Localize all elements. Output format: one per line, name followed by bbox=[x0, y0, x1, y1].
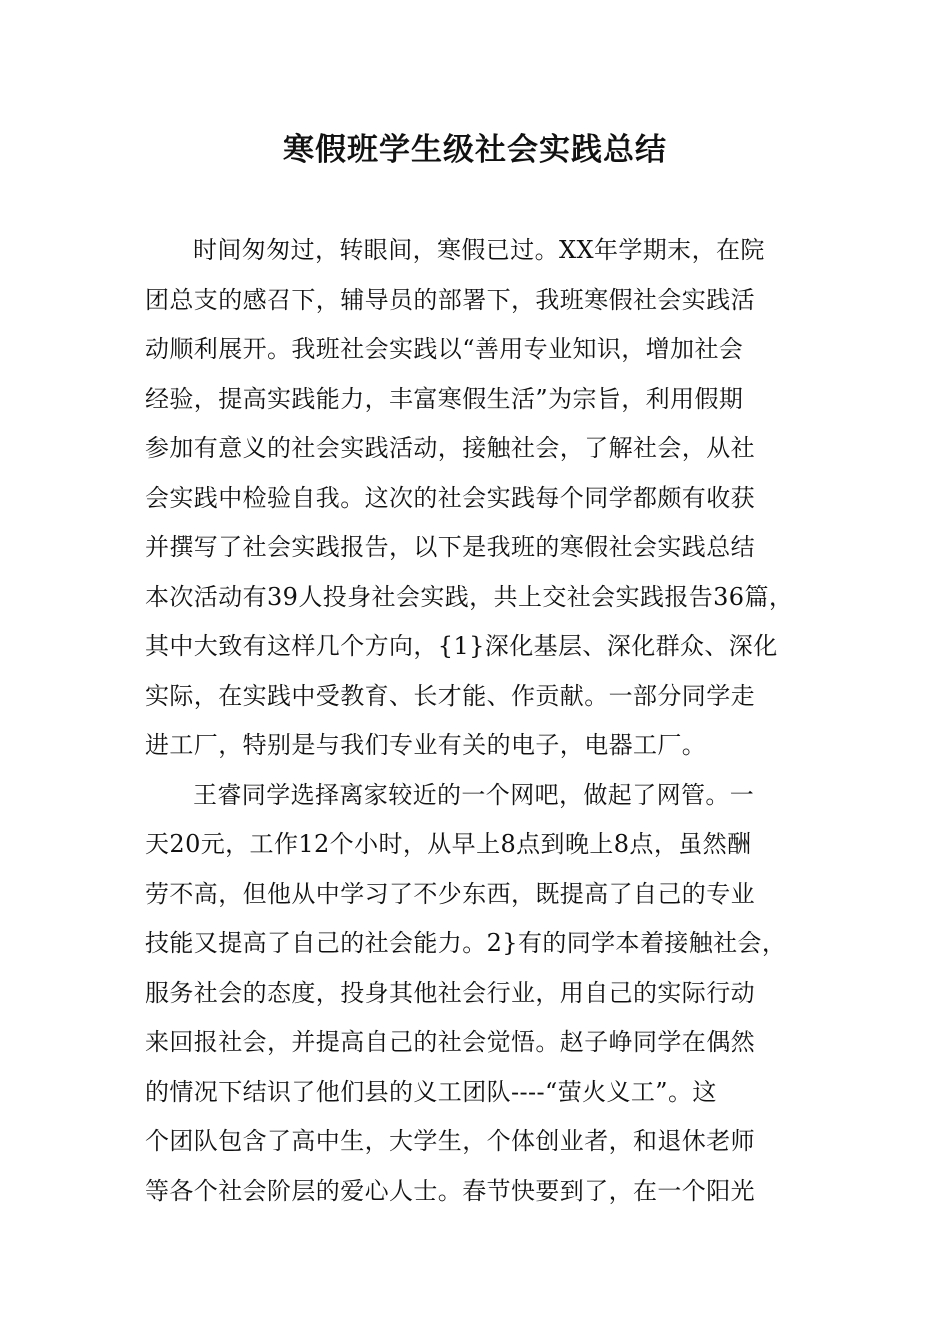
text-line: 本次活动有39人投身社会实践，共上交社会实践报告36篇， bbox=[145, 582, 794, 611]
text-line: 并撰写了社会实践报告，以下是我班的寒假社会实践总结 bbox=[145, 533, 755, 561]
text-line: 会实践中检验自我。这次的社会实践每个同学都颇有收获 bbox=[145, 483, 755, 512]
text-line: 等各个社会阶层的爱心人士。春节快要到了，在一个阳光 bbox=[145, 1176, 755, 1205]
text-line: 劳不高，但他从中学习了不少东西，既提高了自己的专业 bbox=[145, 879, 755, 908]
paragraph-2 bbox=[145, 771, 825, 1217]
text-line: 动顺利展开。我班社会实践以“善用专业知识，增加社会 bbox=[145, 335, 744, 363]
text-line: 技能又提高了自己的社会能力。2}有的同学本着接触社会， bbox=[145, 929, 787, 957]
document-body bbox=[145, 226, 825, 1216]
text-line: 服务社会的态度，投身其他社会行业，用自己的实际行动 bbox=[145, 978, 755, 1007]
text-line: 进工厂，特别是与我们专业有关的电子，电器工厂。 bbox=[145, 731, 707, 759]
text-line: 实际，在实践中受教育、长才能、作贡献。一部分同学走 bbox=[145, 681, 755, 710]
text-line: 个团队包含了高中生，大学生，个体创业者，和退休老师 bbox=[145, 1127, 755, 1155]
document-title: 寒假班学生级社会实践总结 bbox=[283, 132, 667, 168]
text-line: 经验，提高实践能力，丰富寒假生活”为宗旨，利用假期 bbox=[145, 384, 744, 413]
text-line: 王睿同学选择离家较近的一个网吧，做起了网管。一 bbox=[193, 780, 755, 809]
paragraph-1 bbox=[145, 226, 825, 771]
text-line: 其中大致有这样几个方向，{1}深化基层、深化群众、深化 bbox=[145, 632, 778, 660]
text-line: 参加有意义的社会实践活动，接触社会，了解社会，从社 bbox=[145, 434, 755, 462]
text-line: 天20元，工作12个小时，从早上8点到晚上8点，虽然酬 bbox=[145, 830, 752, 858]
text-line: 团总支的感召下，辅导员的部署下，我班寒假社会实践活 bbox=[145, 285, 755, 314]
text-line: 来回报社会，并提高自己的社会觉悟。赵子峥同学在偶然 bbox=[145, 1028, 755, 1056]
text-line: 的情况下结识了他们县的义工团队----“萤火义工”。这 bbox=[145, 1077, 717, 1106]
text-line: 时间匆匆过，转眼间，寒假已过。XX年学期末，在院 bbox=[193, 236, 765, 264]
